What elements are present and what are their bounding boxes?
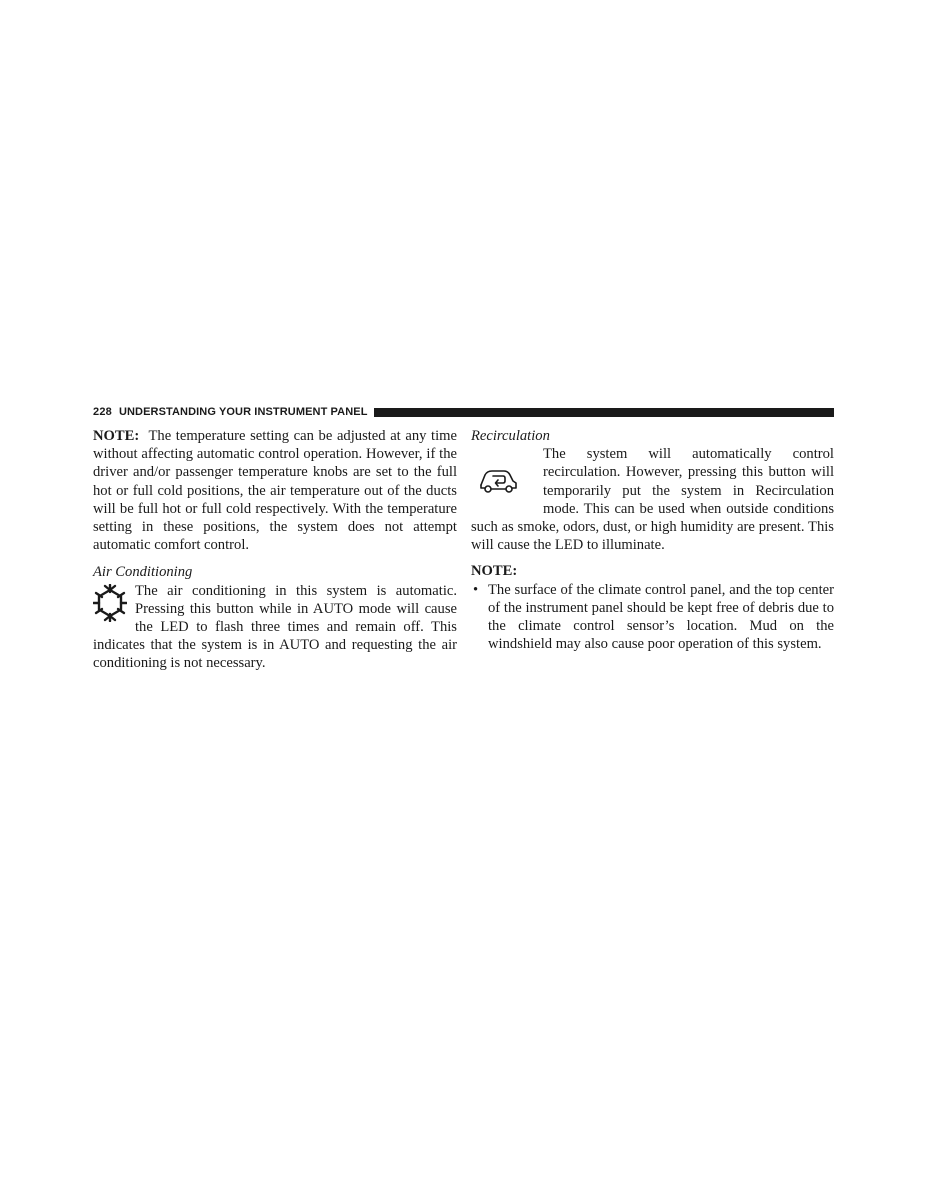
recirculation-text: The system will automatically control recirculation. However, pressing this button will temporarily put the system in Recirculation mode. This can be used when outside conditions such as smoke, odors, dust, or high humidity are present. This will cause the LED to illuminate. (471, 446, 834, 554)
note-text: The temperature setting can be adjusted at any time without affecting automatic control operation. However, if the driver and/or passenger temperature knobs are set to the full hot or full cold positions, the air temperature out of the ducts will be full hot or full cold respectively. With the temperature setting in these positions, the system does not attempt automatic comfort control. (93, 428, 457, 554)
note-bullet-list (471, 581, 834, 654)
bullet-text: The surface of the climate control panel, and the top center of the instrument panel should be kept free of debris due to the climate control sensor’s location. Mud on the windshield may also cause poor operation of this system. (488, 581, 834, 653)
section-title: UNDERSTANDING YOUR INSTRUMENT PANEL (118, 406, 368, 418)
right-column (471, 427, 834, 653)
page-number: 228 (93, 406, 112, 418)
note-heading: NOTE: (471, 563, 518, 580)
bullet-glyph: • (473, 581, 479, 598)
air-conditioning-text: The air conditioning in this system is automatic. Pressing this button while in AUTO mode will cause the LED to flash three times and remain off. This indicates that the system is in AUTO and requesting the air conditioning is not necessary. (93, 582, 457, 672)
list-item (471, 581, 834, 654)
recirculation-heading: Recirculation (471, 428, 550, 444)
header-rule (374, 408, 834, 417)
page-header (93, 405, 834, 419)
air-conditioning-section (93, 582, 457, 673)
recirculation-section (471, 445, 834, 554)
left-column (93, 427, 457, 673)
snowflake-icon (93, 584, 127, 622)
temperature-note (93, 427, 457, 554)
recirculation-car-icon (471, 447, 535, 507)
air-conditioning-heading: Air Conditioning (93, 564, 193, 581)
note-label: NOTE: (93, 428, 140, 444)
